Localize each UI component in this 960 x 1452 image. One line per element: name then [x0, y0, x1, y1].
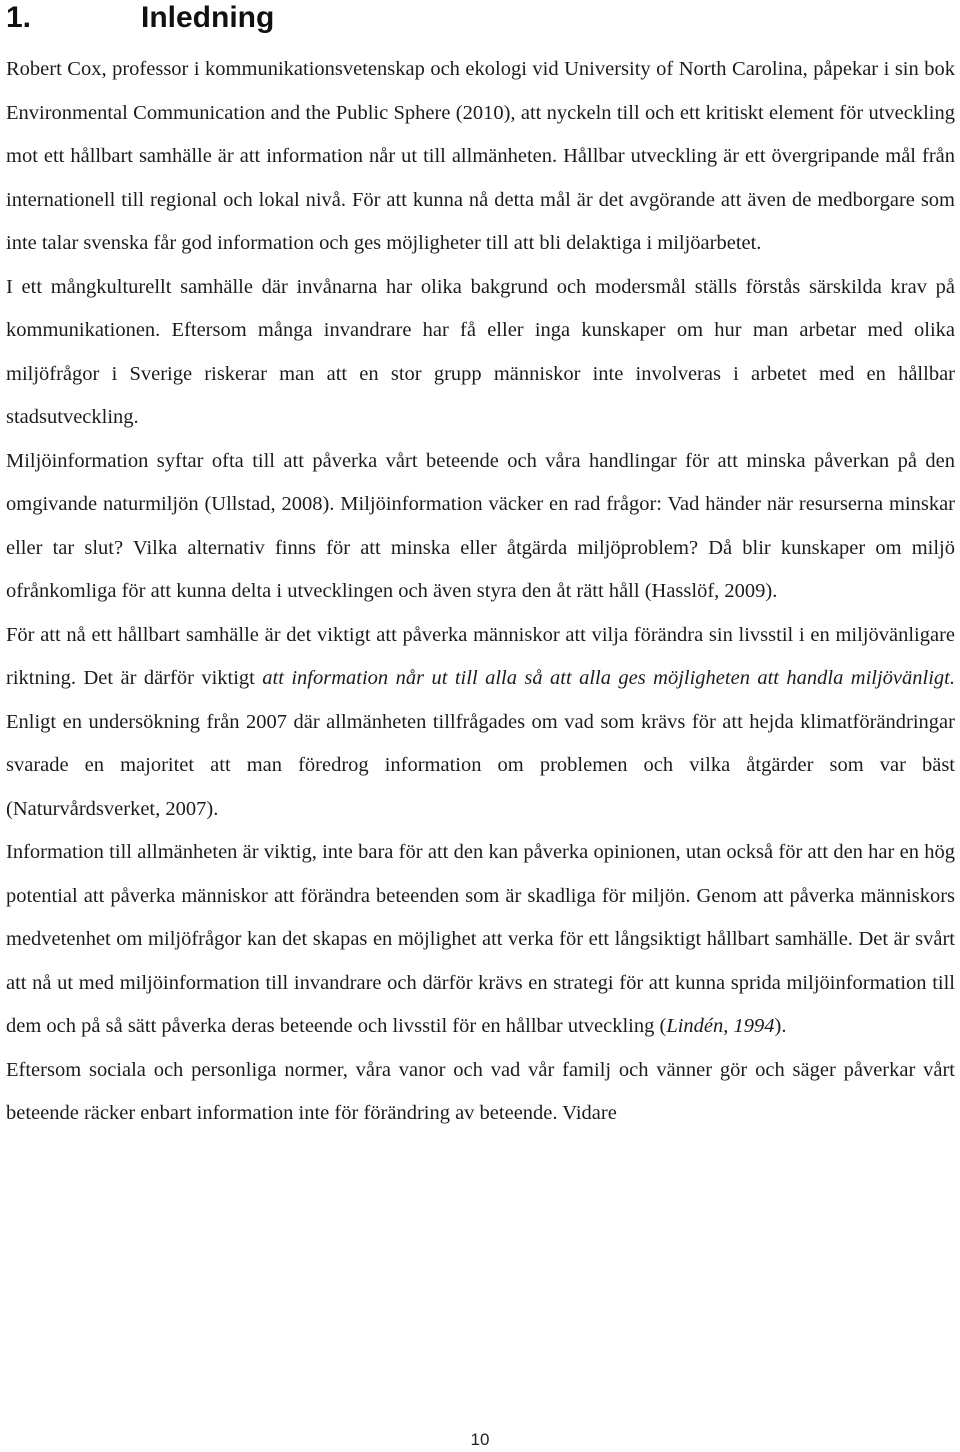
page-number: 10 — [470, 1430, 490, 1449]
paragraph-1: Robert Cox, professor i kommunikationsvetenskap och ekologi vid University of North Carolina, påpekar i sin bok Environmental Communication and the Public Sphere (2010), att nyckeln till och ett kritiskt element för utveckling mot ett hållbart samhälle är att information når ut till allmänheten. Hållbar utveckling är ett övergripande mål från internationell till regional och lokal nivå. För att kunna nå detta mål är det avgörande att även de medborgare som inte talar svenska får god information och ges möjligheter till att bli delaktiga i miljöarbetet. — [6, 58, 955, 254]
chapter-title: Inledning — [141, 1, 275, 34]
paragraph-2: I ett mångkulturellt samhälle där invånarna har olika bakgrund och modersmål ställs förstås särskilda krav på kommunikationen. Eftersom många invandrare har få eller inga kunskaper om hur man arbetar med olika miljöfrågor i Sverige riskerar man att en stor grupp människor inte involveras i arbetet med en hållbar stadsutveckling. — [6, 275, 955, 428]
paragraph-4 — [6, 614, 955, 832]
paragraph-5-text-after: ). — [774, 1015, 787, 1037]
paragraph-6: Eftersom sociala och personliga normer, våra vanor och vad vår familj och vänner gör och säger påverkar vårt beteende räcker enbart information inte för förändring av beteende. Vidare — [6, 1058, 955, 1124]
paragraph-5 — [6, 831, 955, 1049]
citation-year: 1994 — [733, 1015, 775, 1037]
citation-separator: , — [723, 1015, 734, 1037]
paragraph-4-text-before: För att nå ett hållbart samhälle är det viktigt att påverka människor att vilja förändra sin livsstil i en miljövänligare riktning. Det är därför viktigt — [6, 623, 955, 689]
citation-author: Lindén — [666, 1015, 724, 1037]
body-text — [6, 48, 955, 1136]
paragraph-4-italic-quote: att information når ut till alla så att alla ges möjligheten att handla miljövänligt. — [262, 667, 955, 689]
paragraph-3: Miljöinformation syftar ofta till att påverka vårt beteende och våra handlingar för att minska påverkan på den omgivande naturmiljön (Ullstad, 2008). Miljöinformation väcker en rad frågor: Vad händer när resurserna minskar eller tar slut? Vilka alternativ finns för att minska eller åtgärda miljöproblem? Då blir kunskaper om miljö ofrånkomliga för att kunna delta i utvecklingen och även styra den åt rätt håll (Hasslöf, 2009). — [6, 449, 955, 602]
chapter-heading — [6, 0, 274, 36]
chapter-number: 1. — [6, 1, 32, 34]
paragraph-5-text-before: Information till allmänheten är viktig, inte bara för att den kan påverka opinionen, utan också för att den har en hög potential att påverka människor att förändra beteenden som är skadliga för miljön. Genom att påverka människors medvetenhet om miljöfrågor kan det skapas en möjlighet att verka för ett långsiktigt hållbart samhälle. Det är svårt att nå ut med miljöinformation till invandrare och därför krävs en strategi för att kunna sprida miljöinformation till dem och på så sätt påverka deras beteende och livsstil för en hållbar utveckling ( — [6, 841, 955, 1037]
paragraph-4-text-after: Enligt en undersökning från 2007 där allmänheten tillfrågades om vad som krävs för att hejda klimatförändringar svarade en majoritet att man föredrog information om problemen och vilka åtgärder som var bäst (Naturvårdsverket, 2007). — [6, 710, 955, 820]
